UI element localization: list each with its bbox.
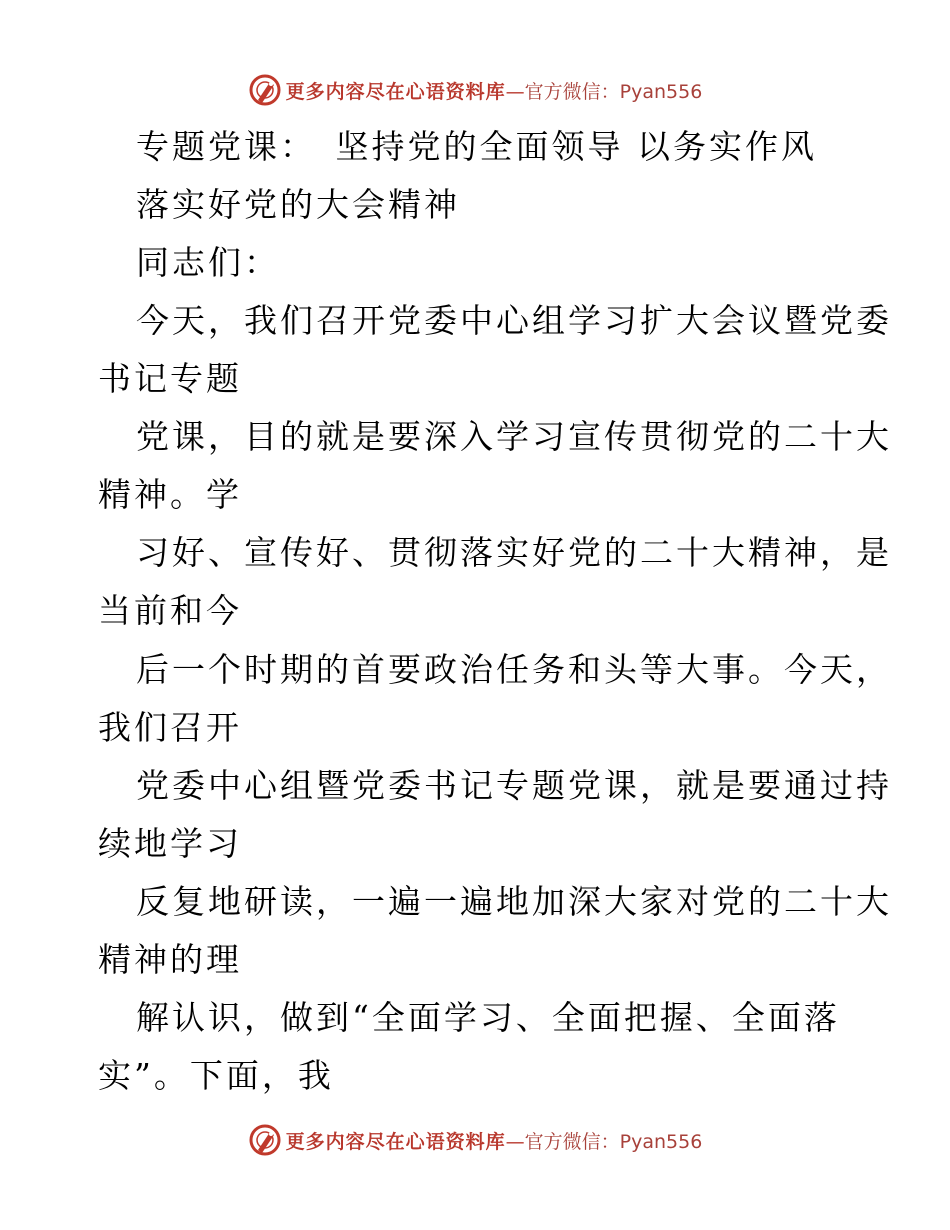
header-watermark-text	[286, 77, 703, 104]
body-line: 解认识，做到“全面学习、全面把握、全面落	[136, 998, 840, 1037]
pen-nib-circle-icon	[248, 73, 282, 107]
header-dash: —	[505, 80, 525, 103]
body-line: 后一个时期的首要政治任务和头等大事。今天，	[136, 650, 892, 689]
body-line: 今天，我们召开党委中心组学习扩大会议暨党委	[136, 301, 892, 340]
footer-dash: —	[505, 1130, 525, 1153]
document-title-line-1: 专题党课： 坚持党的全面领导 以务实作风	[136, 127, 817, 166]
body-line: 反复地研读，一遍一遍地加深大家对党的二十大	[136, 882, 892, 921]
body-line: 党委中心组暨党委书记专题党课，就是要通过持	[136, 766, 892, 805]
body-line: 精神的理	[98, 940, 242, 979]
footer-contact-text: 官方微信：Pyan556	[524, 1130, 703, 1153]
body-line: 习好、宣传好、贯彻落实好党的二十大精神，是	[136, 533, 892, 572]
body-line: 续地学习	[98, 824, 242, 863]
footer-watermark-text	[286, 1127, 703, 1154]
body-line: 实”。下面，我	[98, 1056, 334, 1095]
body-line: 党课，目的就是要深入学习宣传贯彻党的二十大	[136, 417, 892, 456]
header-watermark-banner	[0, 70, 950, 110]
footer-watermark-banner	[0, 1120, 950, 1160]
body-line: 精神。学	[98, 475, 242, 514]
body-line: 书记专题	[98, 359, 242, 398]
pen-nib-circle-icon	[248, 1123, 282, 1157]
salutation: 同志们：	[136, 243, 280, 282]
header-contact-text: 官方微信：Pyan556	[524, 80, 703, 103]
footer-promo-text: 更多内容尽在心语资料库	[285, 1130, 506, 1153]
header-promo-text: 更多内容尽在心语资料库	[285, 80, 506, 103]
document-title-line-2: 落实好党的大会精神	[136, 185, 460, 224]
body-line: 当前和今	[98, 591, 242, 630]
body-line: 我们召开	[98, 708, 242, 747]
